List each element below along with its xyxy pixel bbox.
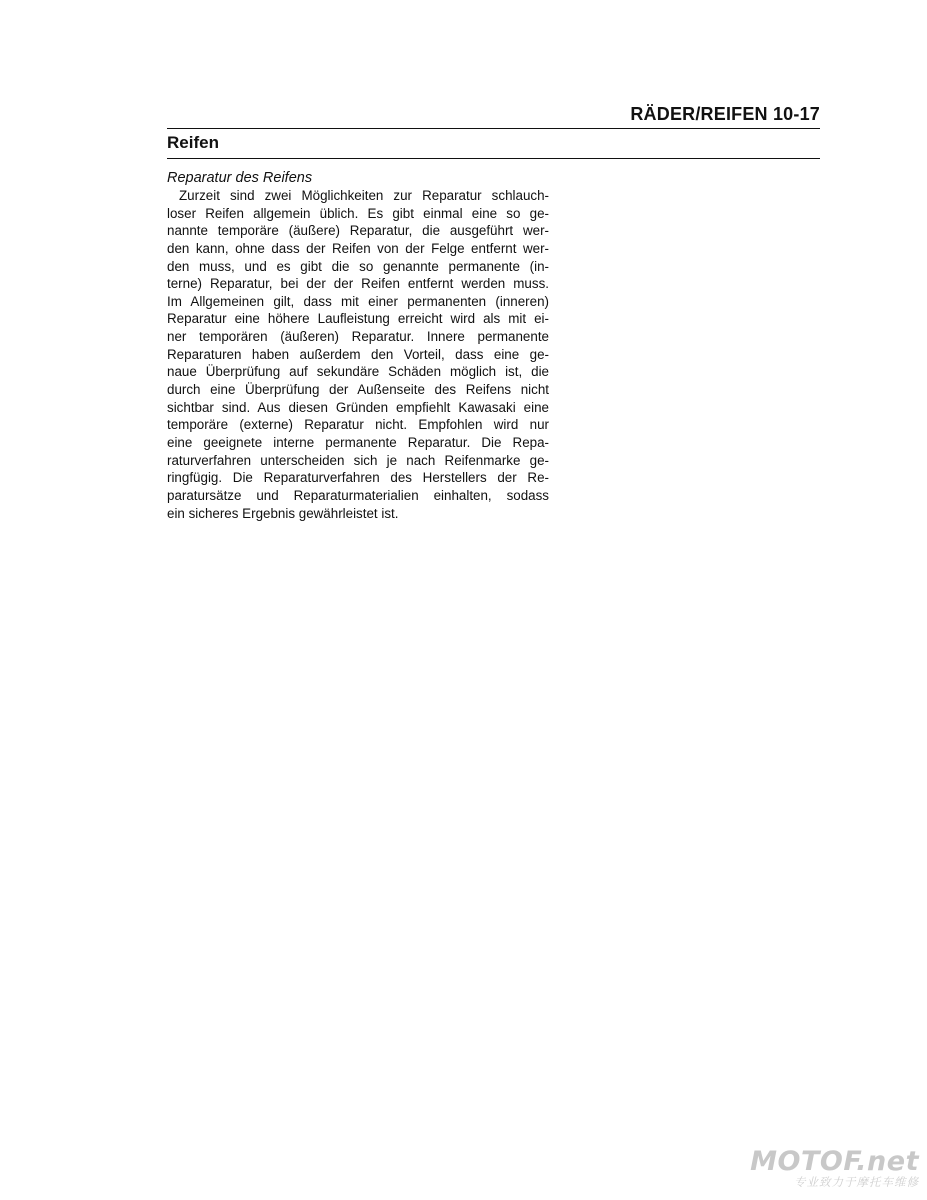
section-rule [167,158,820,159]
body-line: Reparaturen haben außerdem den Vorteil, dass eine ge- [167,346,549,362]
header-rule [167,128,820,129]
watermark-logo: MOTOF.net [750,1146,919,1177]
body-line: durch eine Überprüfung der Außenseite des Reifens nicht [167,382,549,398]
body-line: ringfügig. Die Reparaturverfahren des Herstellers der Re- [167,470,549,486]
body-line: Reparatur eine höhere Laufleistung erreicht wird als mit ei- [167,311,549,327]
body-line: Im Allgemeinen gilt, dass mit einer permanenten (inneren) [167,293,549,309]
body-line: nannte temporäre (äußere) Reparatur, die ausgeführt wer- [167,223,549,239]
section-title: Reifen [167,133,219,152]
body-line: Zurzeit sind zwei Möglichkeiten zur Reparatur schlauch- [179,188,549,203]
watermark-tagline: 专业致力于摩托车维修 [794,1177,919,1189]
page-header-title: RÄDER/REIFEN 10-17 [630,104,820,124]
body-line: ner temporären (äußeren) Reparatur. Innere permanente [167,329,549,345]
body-line: sichtbar sind. Aus diesen Gründen empfiehlt Kawasaki eine [167,399,549,415]
body-line: raturverfahren unterscheiden sich je nach Reifenmarke ge- [167,452,549,468]
body-line: eine geeignete interne permanente Reparatur. Die Repa- [167,434,549,450]
body-line: den kann, ohne dass der Reifen von der Felge entfernt wer- [167,240,549,256]
body-line: naue Überprüfung auf sekundäre Schäden möglich ist, die [167,364,549,380]
subsection-title: Reparatur des Reifens [167,170,313,186]
body-line: ein sicheres Ergebnis gewährleistet ist. [167,505,399,521]
body-line: temporäre (externe) Reparatur nicht. Empfohlen wird nur [167,417,549,433]
body-line: terne) Reparatur, bei der der Reifen entfernt werden muss. [167,276,549,292]
body-line: paratursätze und Reparaturmaterialien einhalten, sodass [167,487,549,503]
body-paragraph [167,187,549,522]
body-line: den muss, und es gibt die so genannte permanente (in- [167,258,549,274]
body-line: loser Reifen allgemein üblich. Es gibt einmal eine so ge- [167,205,549,221]
watermark [750,1148,919,1190]
